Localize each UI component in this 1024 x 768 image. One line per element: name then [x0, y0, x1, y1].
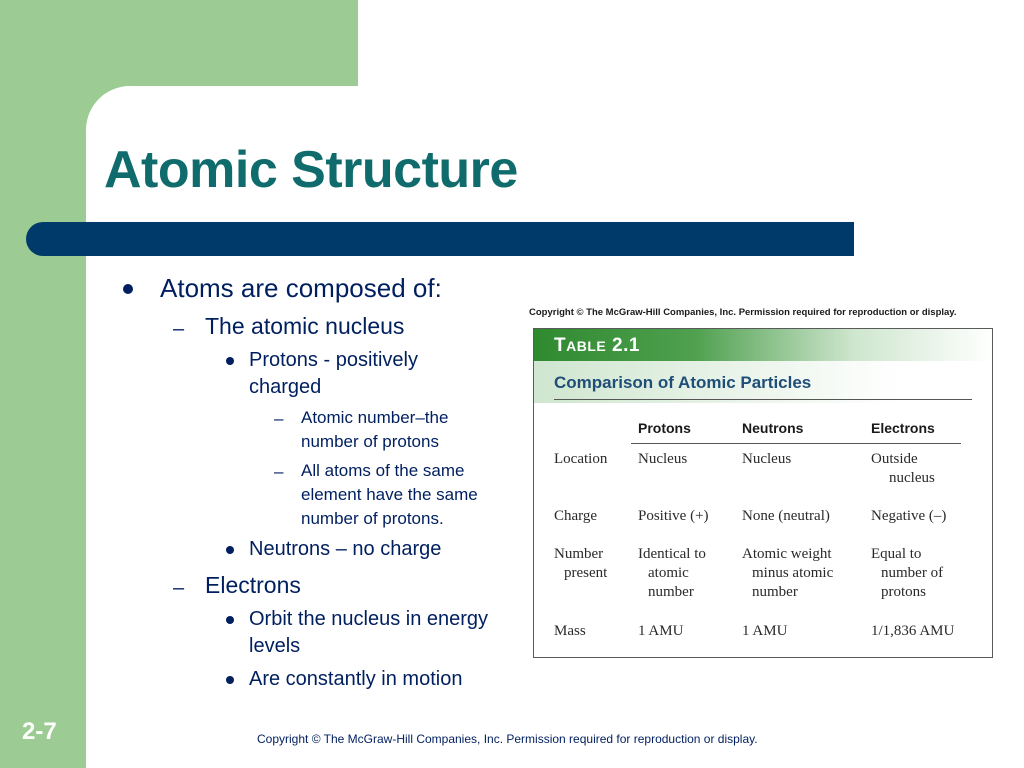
- title-underline-bar: [26, 222, 854, 256]
- bullet-atoms-composed: Atoms are composed of:: [160, 273, 442, 303]
- bullet-dot-icon: [226, 616, 234, 624]
- bullet-protons-line1: Protons - positively: [249, 349, 418, 371]
- table-caption-band: [534, 361, 992, 403]
- caption-rule: [554, 399, 972, 400]
- cell-location-electrons: Outside nucleus: [871, 451, 935, 486]
- bullet-protons-line2: charged: [249, 376, 322, 398]
- bullet-constant-motion: Are constantly in motion: [249, 668, 463, 690]
- table-label: TABLE 2.1: [554, 335, 640, 356]
- bullet-atomic-number-line2: number of protons: [301, 432, 439, 451]
- bullet-atomic-nucleus: The atomic nucleus: [205, 313, 405, 339]
- table-caption: Comparison of Atomic Particles: [554, 373, 812, 392]
- row-label-charge: Charge: [554, 508, 598, 524]
- footer-copyright: Copyright © The McGraw-Hill Companies, Inc. Permission required for reproduction or display.: [257, 732, 758, 746]
- bullet-dot-icon: [123, 284, 133, 294]
- header-rule: [631, 443, 961, 444]
- atomic-particles-table: [533, 328, 993, 658]
- dash-icon: –: [173, 318, 185, 340]
- cell-number-neutrons: Atomic weight minus atomic number: [742, 546, 834, 600]
- row-label-mass: Mass: [554, 623, 586, 639]
- slide-title: Atomic Structure: [104, 141, 518, 199]
- bullet-same-element-line3: number of protons.: [301, 509, 444, 528]
- row-label-number-present: Number present: [554, 546, 608, 581]
- cell-location-protons: Nucleus: [638, 451, 688, 467]
- cell-number-protons: Identical to atomic number: [638, 546, 706, 600]
- bullet-neutrons: Neutrons – no charge: [249, 538, 442, 560]
- bullet-dot-icon: [226, 676, 234, 684]
- column-header-electrons: Electrons: [871, 420, 935, 436]
- cell-charge-electrons: Negative (–): [871, 508, 947, 524]
- table-header-band: [534, 329, 992, 361]
- dash-icon: –: [173, 577, 185, 599]
- bullet-orbit-line2: levels: [249, 635, 301, 657]
- cell-location-neutrons: Nucleus: [742, 451, 792, 467]
- column-header-neutrons: Neutrons: [742, 420, 804, 436]
- cell-mass-neutrons: 1 AMU: [742, 623, 788, 639]
- bullet-same-element-line1: All atoms of the same: [301, 461, 465, 480]
- background-panel-top: [358, 0, 1024, 86]
- cell-mass-electrons: 1/1,836 AMU: [871, 623, 955, 639]
- bullet-orbit-line1: Orbit the nucleus in energy: [249, 608, 489, 630]
- bullet-dot-icon: [226, 546, 234, 554]
- bullet-atomic-number-line1: Atomic number–the: [301, 408, 449, 427]
- column-header-protons: Protons: [638, 420, 691, 436]
- figure-copyright: Copyright © The McGraw-Hill Companies, Inc. Permission required for reproduction or display.: [529, 307, 957, 318]
- row-label-location: Location: [554, 451, 608, 467]
- dash-icon: –: [274, 462, 284, 481]
- slide-number: 2-7: [22, 718, 57, 745]
- cell-number-electrons: Equal to number of protons: [871, 546, 944, 600]
- bullet-electrons: Electrons: [205, 572, 301, 598]
- bullet-dot-icon: [226, 357, 234, 365]
- bullet-same-element-line2: element have the same: [301, 485, 478, 504]
- cell-charge-protons: Positive (+): [638, 508, 709, 524]
- cell-mass-protons: 1 AMU: [638, 623, 684, 639]
- cell-charge-neutrons: None (neutral): [742, 508, 830, 524]
- dash-icon: –: [274, 409, 284, 428]
